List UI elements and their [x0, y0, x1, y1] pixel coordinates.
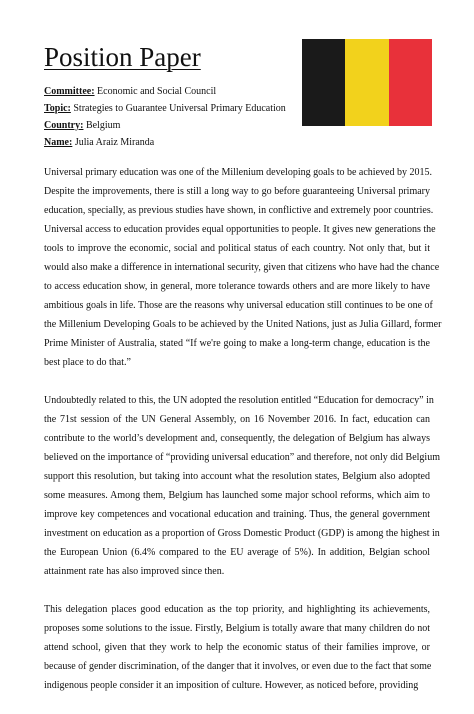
meta-value: Belgium	[83, 120, 121, 131]
document-body	[44, 163, 442, 714]
paragraph-line: the 71st session of the UN General Assembly, on 16 November 2016. In fact, education can	[44, 414, 430, 425]
paragraph-line: would also make a difference in international security, given that citizens who have had the chance	[44, 262, 440, 273]
meta-committee	[44, 83, 286, 100]
paragraph-line: contribute to the world’s development and, consequently, the delegation of Belgium has always	[44, 433, 430, 444]
paragraph-line: attainment rate has also improved since then.	[44, 566, 225, 577]
paragraph-line: the Millenium Developing Goals to be achieved by the United Nations, just as Julia Gillard, former	[44, 319, 442, 330]
meta-value: Strategies to Guarantee Universal Primary Education	[70, 103, 286, 114]
meta-country	[44, 117, 286, 134]
paragraph-line: indigenous people consider it an imposition of culture. However, as noticed before, providing	[44, 680, 419, 691]
paragraph-line: believed on the importance of “providing universal education” and therefore, not only did Belgium	[44, 452, 440, 463]
flag-stripe-black	[302, 39, 345, 126]
paragraph-line: the European Union (6.4% compared to the EU average of 5%). In addition, Belgian school	[44, 547, 430, 558]
paragraph-line: education, specially, as previous studies have shown, in conflictive and extremely poor countries.	[44, 205, 434, 216]
paragraph-line: attend school, given that they work to help the economic status of their families improve, or	[44, 642, 430, 653]
body-paragraph	[44, 391, 440, 581]
paragraph-line: Undoubtedly related to this, the UN adopted the resolution entitled “Education for democracy” in	[44, 395, 434, 406]
paragraph-line: to access education show, in general, more tolerance towards others and are more likely to have	[44, 281, 430, 292]
body-paragraph	[44, 600, 430, 695]
document-meta	[44, 83, 286, 151]
paragraph-line: This delegation places good education as the top priority, and highlighting its achievements,	[44, 604, 430, 615]
meta-name	[44, 134, 286, 151]
paragraph-line: tools to improve the economic, social and political status of each country. Not only that, but it	[44, 243, 430, 254]
paragraph-line: improve key competences and vocational education and training. Thus, the general government	[44, 509, 430, 520]
flag-stripe-yellow	[345, 39, 388, 126]
meta-value: Economic and Social Council	[94, 86, 217, 97]
paragraph-line: Despite the improvements, there is still a long way to go before guaranteeing Universal primary	[44, 186, 430, 197]
meta-value: Julia Araiz Miranda	[72, 137, 155, 148]
meta-label: Country:	[44, 120, 84, 131]
flag-stripe-red	[389, 39, 432, 126]
paragraph-line: investment on education as a proportion of Gross Domestic Product (GDP) is among the highest in	[44, 528, 440, 539]
meta-label: Committee:	[44, 86, 95, 97]
paragraph-line: best place to do that.”	[44, 357, 131, 368]
meta-label: Name:	[44, 137, 73, 148]
paragraph-line: Universal access to education provides equal opportunities to people. It gives new generations the	[44, 224, 436, 235]
belgium-flag-image	[302, 39, 432, 126]
paragraph-line: because of gender discrimination, of the danger that it involves, or even due to the fact that some	[44, 661, 432, 672]
paragraph-line: proposes some solutions to the issue. Firstly, Belgium is totally aware that many children do not	[44, 623, 430, 634]
paragraph-line: support this resolution, but taking into account what the resolution states, Belgium also adopted	[44, 471, 430, 482]
meta-label: Topic:	[44, 103, 71, 114]
body-paragraph	[44, 163, 442, 372]
paragraph-line: Universal primary education was one of the Millenium developing goals to be achieved by 2015.	[44, 167, 432, 178]
page-title: Position Paper	[44, 42, 201, 72]
paragraph-line: some measures. Among them, Belgium has launched some major school reforms, which aim to	[44, 490, 430, 501]
paragraph-line: ambitious goals in life. Those are the reasons why universal education still continues to be one of	[44, 300, 433, 311]
meta-topic	[44, 100, 286, 117]
paragraph-line: Prime Minister of Australia, stated “If we're going to make a long-term change, education is the	[44, 338, 430, 349]
